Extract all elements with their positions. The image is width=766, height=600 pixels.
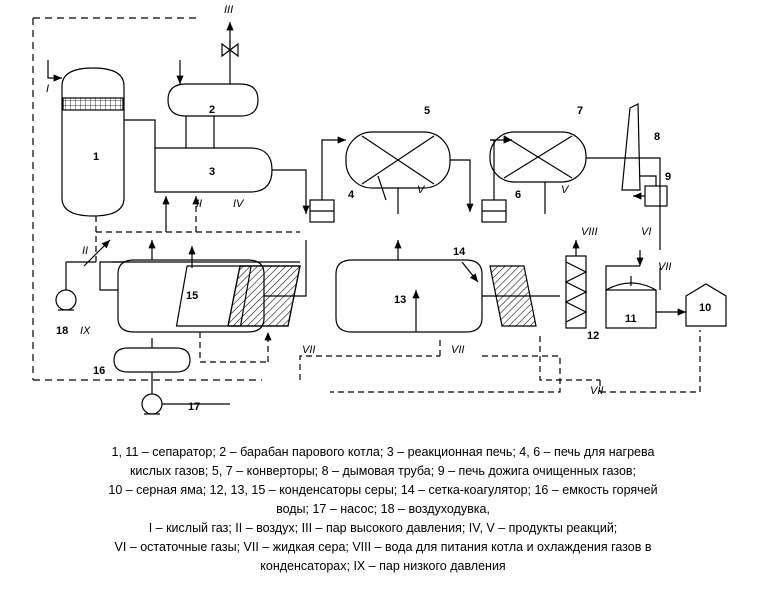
caption-line-6: VI – остаточные газы; VII – жидкая сера; VIII – вода для питания котла и охлаждения газов в [114,540,652,554]
equipment-label-1: 1 [93,151,100,163]
equipment-label-10: 10 [699,302,712,314]
stream-label-III: III [224,4,234,16]
equipment-label-2: 2 [209,104,216,116]
stream-label-V-a: V [417,184,425,196]
equipment-label-14: 14 [453,246,466,258]
stream-label-II-a: II [196,198,203,210]
equipment-label-11: 11 [625,313,637,325]
equipment-label-4: 4 [348,189,355,201]
stream-label-V-b: V [561,184,569,196]
equipment-label-9: 9 [665,171,672,183]
stream-label-VII-c: VII [590,385,604,397]
caption-line-2: кислых газов; 5, 7 – конверторы; 8 – дымовая труба; 9 – печь дожига очищенных газов; [129,464,637,478]
stream-label-I: I [46,83,50,95]
figure-caption [0,444,766,577]
equipment-label-8: 8 [654,131,661,143]
stream-label-IX: IX [80,325,91,337]
stream-label-VIII: VIII [581,226,598,238]
caption-line-1: 1, 11 – сепаратор; 2 – барабан парового котла; 3 – реакционная печь; 4, 6 – печь для нагрева [111,445,655,459]
equipment-label-18: 18 [56,325,69,337]
stream-label-VII-a: VII [302,344,316,356]
equipment-label-12: 12 [587,330,600,342]
equipment-label-6: 6 [515,189,522,201]
caption-line-5: I – кислый газ; II – воздух; III – пар высокого давления; IV, V – продукты реакций; [148,521,618,535]
stream-label-VI: VI [641,226,652,238]
caption-line-3: 10 – серная яма; 12, 13, 15 – конденсаторы серы; 14 – сетка-коагулятор; 16 – емкость горячей [108,483,658,497]
equipment-label-16: 16 [93,365,106,377]
equipment-label-13: 13 [394,294,407,306]
equipment-label-17: 17 [188,401,201,413]
equipment-label-7: 7 [577,105,584,117]
equipment-label-5: 5 [424,105,431,117]
stream-label-II-b: II [82,245,89,257]
stream-label-IV: IV [233,198,244,210]
equipment-label-3: 3 [209,166,216,178]
stream-label-VII-d: VII [658,261,672,273]
caption-line-4: воды; 17 – насос; 18 – воздуходувка, [276,502,490,516]
caption-line-7: конденсаторах; IX – пар низкого давления [260,559,506,573]
stream-label-VII-b: VII [451,344,465,356]
equipment-label-15: 15 [186,290,199,302]
